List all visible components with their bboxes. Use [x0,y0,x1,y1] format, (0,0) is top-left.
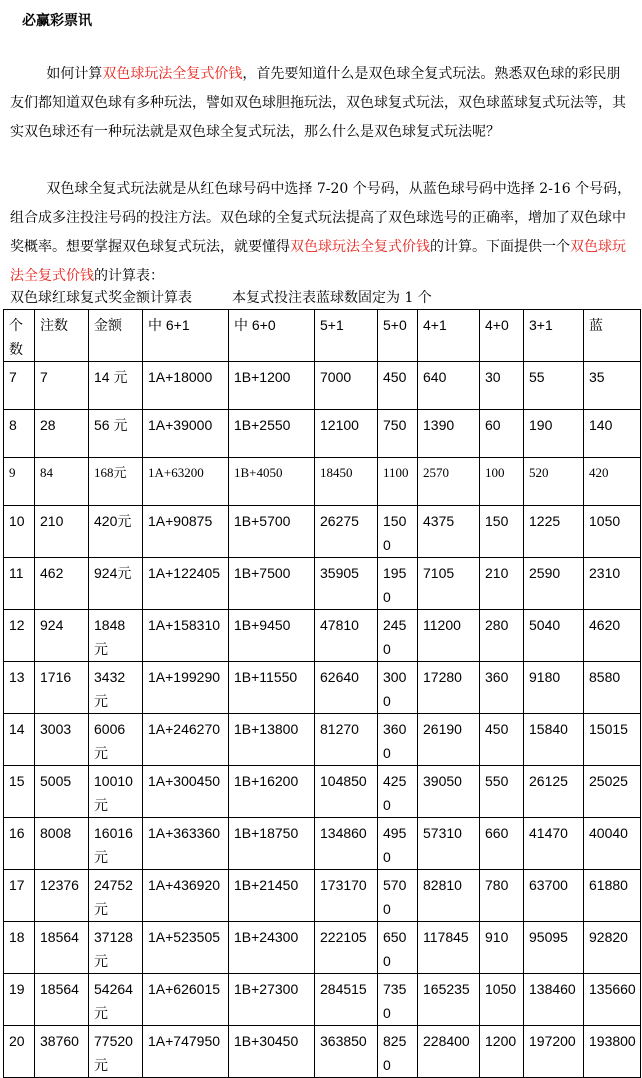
table-row [4,974,641,1026]
table-cell: 3600 [378,714,418,766]
column-header: 5+1 [315,310,378,362]
table-cell: 1950 [378,558,418,610]
column-header: 4+0 [480,310,524,362]
highlight-link[interactable]: 双色球玩法全复式价钱 [102,66,243,82]
table-cell: 420元 [89,506,143,558]
table-cell: 10010 元 [89,766,143,818]
table-cell: 5040 [524,610,584,662]
column-header: 金额 [89,310,143,362]
table-cell: 190 [524,410,584,458]
table-row [4,558,641,610]
table-cell: 1A+158310 [143,610,229,662]
table-cell: 135660 [584,974,641,1026]
table-cell: 24752 元 [89,870,143,922]
table-cell: 38760 [35,1026,89,1078]
table-cell: 1B+4050 [229,458,315,506]
table-cell: 1B+7500 [229,558,315,610]
table-cell: 60 [480,410,524,458]
table-cell: 1500 [378,506,418,558]
table-cell: 1A+747950 [143,1026,229,1078]
table-cell: 450 [480,714,524,766]
table-cell: 1200 [480,1026,524,1078]
table-cell: 17280 [418,662,480,714]
table-cell: 26275 [315,506,378,558]
table-cell: 284515 [315,974,378,1026]
table-cell: 280 [480,610,524,662]
table-cell: 6500 [378,922,418,974]
table-row [4,458,641,506]
table-cell: 7105 [418,558,480,610]
highlight-link[interactable]: 双色球玩法全复式价钱 [290,239,430,255]
table-cell: 1B+21450 [229,870,315,922]
table-cell: 3003 [35,714,89,766]
table-cell: 28 [35,410,89,458]
table-cell: 193800 [584,1026,641,1078]
intro-paragraph-1: 如何计算双色球玩法全复式价钱，首先要知道什么是双色球全复式玩法。熟悉双色球的彩民朋友们都知道双色球有多种玩法，譬如双色球胆拖玩法，双色球复式玩法，双色球蓝球复式玩法等，其实双色球还有一种玩法就是双色球全复式玩法，那么什么是双色球复式玩法呢？ [10,66,626,140]
table-cell: 41470 [524,818,584,870]
table-cell: 1A+363360 [143,818,229,870]
table-cell: 8008 [35,818,89,870]
table-cell: 3000 [378,662,418,714]
table-cell: 12100 [315,410,378,458]
table-caption [10,288,432,308]
table-cell: 7350 [378,974,418,1026]
table-cell: 8 [4,410,35,458]
table-cell: 1716 [35,662,89,714]
table-cell: 228400 [418,1026,480,1078]
column-header: 4+1 [418,310,480,362]
table-cell: 2310 [584,558,641,610]
table-cell: 9180 [524,662,584,714]
table-cell: 16 [4,818,35,870]
table-cell: 4620 [584,610,641,662]
table-cell: 57310 [418,818,480,870]
table-cell: 2590 [524,558,584,610]
table-caption-title: 双色球红球复式奖金额计算表 [10,290,192,306]
table-row [4,870,641,922]
table-cell: 1A+90875 [143,506,229,558]
table-cell: 750 [378,410,418,458]
table-cell: 100 [480,458,524,506]
table-cell: 520 [524,458,584,506]
table-cell: 11200 [418,610,480,662]
table-cell: 150 [480,506,524,558]
table-cell: 18450 [315,458,378,506]
table-cell: 173170 [315,870,378,922]
column-header: 5+0 [378,310,418,362]
table-cell: 1B+16200 [229,766,315,818]
table-cell: 450 [378,362,418,410]
table-cell: 25025 [584,766,641,818]
table-cell: 84 [35,458,89,506]
table-cell: 19 [4,974,35,1026]
table-cell: 222105 [315,922,378,974]
table-cell: 55 [524,362,584,410]
table-cell: 4250 [378,766,418,818]
table-cell: 363850 [315,1026,378,1078]
table-cell: 924 [35,610,89,662]
table-cell: 62640 [315,662,378,714]
table-cell: 1A+122405 [143,558,229,610]
table-cell: 11 [4,558,35,610]
table-cell: 360 [480,662,524,714]
table-cell: 17 [4,870,35,922]
table-cell: 5005 [35,766,89,818]
table-cell: 1390 [418,410,480,458]
table-cell: 1B+24300 [229,922,315,974]
table-row [4,506,641,558]
table-cell: 1A+39000 [143,410,229,458]
table-cell: 16016 元 [89,818,143,870]
table-cell: 780 [480,870,524,922]
column-header: 注数 [35,310,89,362]
table-cell: 1B+2550 [229,410,315,458]
table-cell: 1B+27300 [229,974,315,1026]
column-header: 中 6+1 [143,310,229,362]
table-cell: 63700 [524,870,584,922]
table-cell: 420 [584,458,641,506]
table-cell: 26190 [418,714,480,766]
table-cell: 37128 元 [89,922,143,974]
table-cell: 910 [480,922,524,974]
table-row [4,362,641,410]
table-cell: 30 [480,362,524,410]
table-row [4,662,641,714]
table-cell: 462 [35,558,89,610]
table-cell: 640 [418,362,480,410]
table-caption-note: 本复式投注表蓝球数固定为 1 个 [232,290,432,306]
table-cell: 210 [480,558,524,610]
table-cell: 1050 [584,506,641,558]
table-cell: 15015 [584,714,641,766]
table-cell: 18564 [35,974,89,1026]
table-cell: 14 [4,714,35,766]
table-cell: 1A+246270 [143,714,229,766]
table-cell: 197200 [524,1026,584,1078]
table-cell: 82810 [418,870,480,922]
table-cell: 1A+523505 [143,922,229,974]
table-cell: 56 元 [89,410,143,458]
table-row [4,410,641,458]
table-cell: 134860 [315,818,378,870]
table-cell: 81270 [315,714,378,766]
table-cell: 6006元 [89,714,143,766]
table-cell: 4950 [378,818,418,870]
table-cell: 7000 [315,362,378,410]
table-cell: 1B+5700 [229,506,315,558]
table-cell: 660 [480,818,524,870]
table-cell: 5700 [378,870,418,922]
table-cell: 35905 [315,558,378,610]
table-cell: 4375 [418,506,480,558]
table-cell: 54264 元 [89,974,143,1026]
table-cell: 92820 [584,922,641,974]
table-cell: 18564 [35,922,89,974]
table-cell: 1A+18000 [143,362,229,410]
table-cell: 35 [584,362,641,410]
table-cell: 18 [4,922,35,974]
table-cell: 138460 [524,974,584,1026]
column-header: 中 6+0 [229,310,315,362]
table-cell: 1B+18750 [229,818,315,870]
table-cell: 12376 [35,870,89,922]
table-cell: 7 [4,362,35,410]
table-cell: 1848元 [89,610,143,662]
table-cell: 168元 [89,458,143,506]
table-cell: 61880 [584,870,641,922]
table-cell: 1B+1200 [229,362,315,410]
column-header: 蓝 [584,310,641,362]
table-cell: 1A+63200 [143,458,229,506]
table-cell: 13 [4,662,35,714]
table-cell: 1100 [378,458,418,506]
table-cell: 1A+626015 [143,974,229,1026]
table-cell: 14 元 [89,362,143,410]
table-row [4,610,641,662]
table-cell: 104850 [315,766,378,818]
table-cell: 20 [4,1026,35,1078]
intro-paragraph-2: 双色球全复式玩法就是从红色球号码中选择 7-20 个号码，从蓝色球号码中选择 2-16 个号码，组合成多注投注号码的投注方法。双色球的全复式玩法提高了双色球选号的正确率，增加了双色球中奖概率。想要掌握双色球复式玩法，就要懂得双色球玩法全复式价钱的计算。下面提供一个双色球玩法全复式价钱的计算表： [10,181,632,284]
table-cell: 2450 [378,610,418,662]
prize-calculation-table [3,309,641,1078]
column-header: 个数 [4,310,35,362]
table-cell: 2570 [418,458,480,506]
table-row [4,1026,641,1078]
table-cell: 40040 [584,818,641,870]
table-cell: 15840 [524,714,584,766]
table-cell: 3432元 [89,662,143,714]
table-cell: 39050 [418,766,480,818]
table-cell: 77520 元 [89,1026,143,1078]
table-row [4,922,641,974]
table-cell: 1A+436920 [143,870,229,922]
table-header-row [4,310,641,362]
table-cell: 10 [4,506,35,558]
highlight-link[interactable]: 双色球玩法全复式价钱 [10,239,626,284]
table-cell: 1B+11550 [229,662,315,714]
table-cell: 550 [480,766,524,818]
table-cell: 1050 [480,974,524,1026]
table-cell: 210 [35,506,89,558]
table-cell: 1B+13800 [229,714,315,766]
table-row [4,818,641,870]
table-cell: 7 [35,362,89,410]
table-row [4,766,641,818]
page-title: 必赢彩票讯 [22,13,92,29]
table-cell: 26125 [524,766,584,818]
table-cell: 8250 [378,1026,418,1078]
table-cell: 47810 [315,610,378,662]
table-cell: 1225 [524,506,584,558]
table-cell: 165235 [418,974,480,1026]
table-cell: 117845 [418,922,480,974]
table-row [4,714,641,766]
table-cell: 1A+300450 [143,766,229,818]
table-cell: 140 [584,410,641,458]
column-header: 3+1 [524,310,584,362]
table-cell: 1B+9450 [229,610,315,662]
table-cell: 9 [4,458,35,506]
table-cell: 15 [4,766,35,818]
table-cell: 95095 [524,922,584,974]
table-cell: 1B+30450 [229,1026,315,1078]
table-cell: 924元 [89,558,143,610]
table-cell: 12 [4,610,35,662]
table-cell: 1A+199290 [143,662,229,714]
table-cell: 8580 [584,662,641,714]
